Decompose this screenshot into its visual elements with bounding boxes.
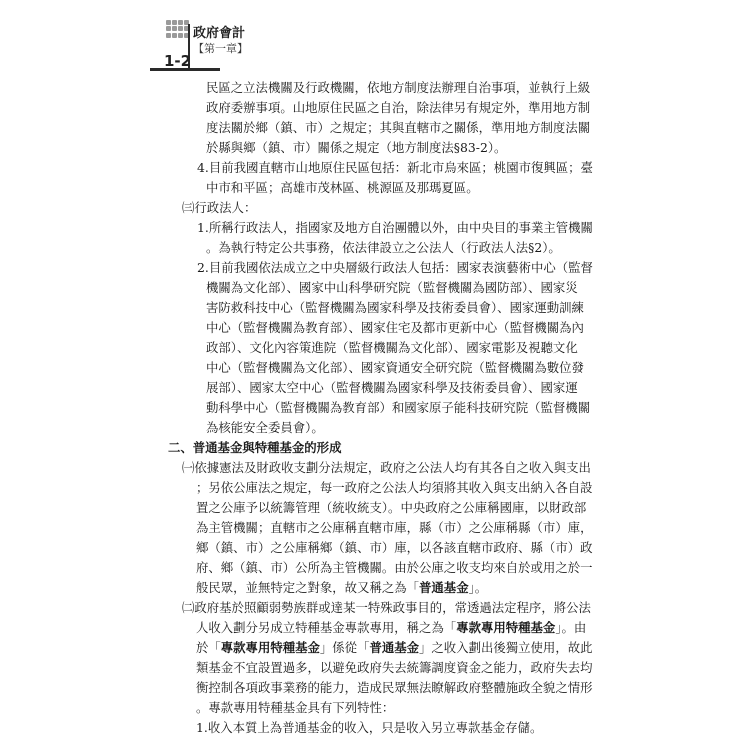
text-line: ㈠依據憲法及財政收支劃分法規定，政府之公法人均有其各自之收入與支出 <box>182 460 591 475</box>
text-line: 展部）、國家太空中心（監督機關為國家科學及技術委員會）、國家運 <box>206 380 578 395</box>
text-line: 1.所稱行政法人，指國家及地方自治團體以外，由中央目的事業主管機關 <box>197 220 593 235</box>
text-line: 類基金不宜設置過多，以避免政府失去統籌調度資金之能力，政府失去均 <box>196 660 593 675</box>
section-heading: 二、普通基金與特種基金的形成 <box>168 440 342 455</box>
text-line: 政府委辦事項。山地原住民區之自治，除法律另有規定外，準用地方制 <box>206 100 591 115</box>
text-line: 為主管機關；直轄市之公庫稱直轄市庫，縣（市）之公庫稱縣（市）庫， <box>196 520 593 535</box>
text-line: 於「專款專用特種基金」係從「普通基金」之收入劃出後獨立使用，故此 <box>196 640 593 655</box>
text-line: 中心（監督機關為文化部）、國家資通安全研究院（監督機關為數位發 <box>206 360 584 375</box>
header-decoration <box>166 20 190 38</box>
text-line: 鄉（鎮、市）之公庫稱鄉（鎮、市）庫，以各該直轄市政府、縣（市）政 <box>196 540 593 555</box>
text-line: 4.目前我國直轄市山地原住民區包括：新北市烏來區；桃園市復興區；臺 <box>197 160 593 175</box>
text-line: 為核能安全委員會）。 <box>206 420 324 435</box>
text-line: ；另依公庫法之規定，每一政府之公法人均須將其收入與支出納入各自設 <box>196 480 593 495</box>
page-header <box>0 0 750 80</box>
text-line: 動科學中心（監督機關為教育部）和國家原子能科技研究院（監督機關 <box>206 400 591 415</box>
text-line: 於縣與鄉（鎮、市）關係之規定（地方制度法§83-2）。 <box>206 140 507 155</box>
text-line: 中市和平區；高雄市茂林區、桃源區及那瑪夏區。 <box>206 180 479 195</box>
text-line: 害防救科技中心（監督機關為國家科學及技術委員會）、國家運動訓練 <box>206 300 584 315</box>
text-line: ㈢行政法人： <box>182 200 257 215</box>
text-line: 。為執行特定公共事務，依法律設立之公法人（行政法人法§2）。 <box>206 240 561 255</box>
text-line: 度法關於鄉（鎮、市）之規定；其與直轄市之關係，準用地方制度法關 <box>206 120 591 135</box>
text-line: 。專款專用特種基金具有下列特性： <box>196 700 395 715</box>
text-line: 機關為文化部）、國家中山科學研究院（監督機關為國防部）、國家災 <box>206 280 578 295</box>
text-line: 人收入劃分另成立特種基金專款專用，稱之為「專款專用特種基金」。由 <box>196 620 587 635</box>
text-line: 民區之立法機關及行政機關，依地方制度法辦理自治事項，並執行上級 <box>206 80 591 95</box>
text-line: 衡控制各項政事業務的能力，造成民眾無法瞭解政府整體施政全貌之情形 <box>196 680 593 695</box>
text-line: 般民眾，並無特定之對象，故又稱之為「普通基金」。 <box>196 580 488 595</box>
text-line: 政部）、文化內容策進院（監督機關為文化部）、國家電影及視聽文化 <box>206 340 578 355</box>
text-line: 中心（監督機關為教育部）、國家住宅及都市更新中心（監督機關為內 <box>206 320 584 335</box>
book-title: 政府會計 <box>193 26 246 41</box>
text-line: 府、鄉（鎮、市）公所為主管機關。由於公庫之收支均來自於或用之於一 <box>196 560 593 575</box>
page-number: 1-2 <box>164 52 192 70</box>
text-line: 置之公庫予以統籌管理（統收統支）。中央政府之公庫稱國庫，以財政部 <box>196 500 587 515</box>
text-line: 1.收入本質上為普通基金的收入，只是收入另立專款基金存儲。 <box>196 720 543 735</box>
text-line: 2.目前我國依法成立之中央層級行政法人包括：國家表演藝術中心（監督 <box>197 260 593 275</box>
chapter-label: 【第一章】 <box>193 42 248 55</box>
text-line: ㈡政府基於照顧弱勢族群或達某一特殊政事目的，常透過法定程序，將公法 <box>182 600 591 615</box>
